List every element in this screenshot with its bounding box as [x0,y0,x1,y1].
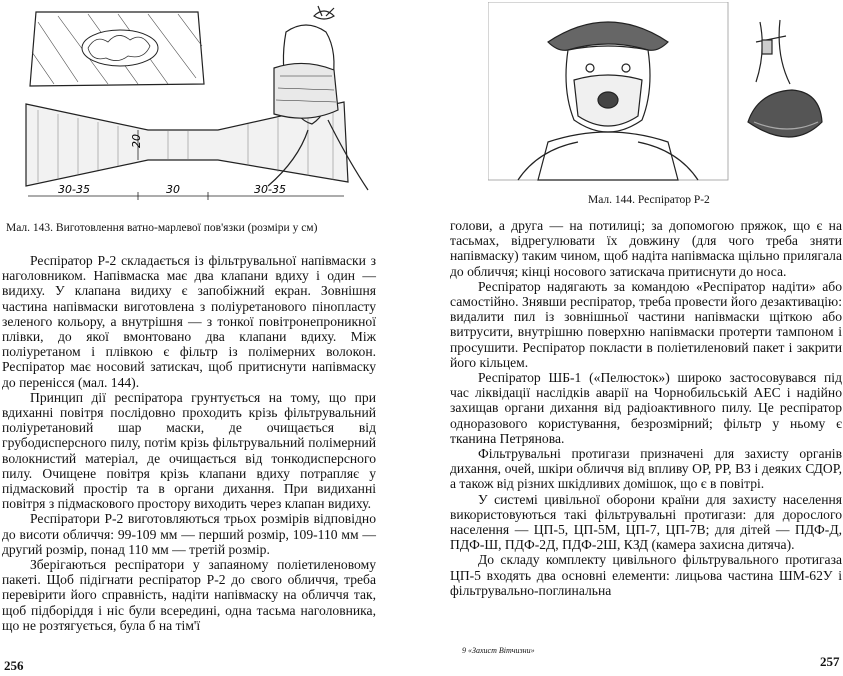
right-text-body [450,218,842,598]
paragraph: Респіратор Р-2 складається із фільтрувальної напівмаски з наголовником. Напівмаска має два клапани вдиху і один — видиху. У клапана видиху є запобіжний екран. Зовнішня частина напівмаски виготовлена з поліуретанового пінопласту зеленого кольору, а внутрішня — з тонкої повітронепроникної плівки, до якої вмонтовано два клапани вдиху. Між поліуретаном і плівкою є фільтр із полімерних волокон. Респіратор має носовий затискач, щоб притиснути напівмаску до перенісся (мал. 144). [2,253,376,390]
figure-144-caption: Мал. 144. Респіратор Р-2 [588,194,710,206]
page-number-left: 256 [4,658,24,673]
left-text-body [2,253,376,633]
figure-144-illustration [488,2,838,182]
figure-143-illustration [18,2,380,210]
footnote: 9 «Захист Вітчизни» [462,646,535,655]
paragraph: Принцип дії респіратора грунтується на тому, що при вдиханні повітря послідовно проходить крізь фільтрувальний поліуретановий шар маски, де очищається від грубодисперсного пилу, потім крізь фільтрувальний полімерний волокнистий матеріал, де очищається від тонкодисперсного пилу. Очищене повітря крізь клапани вдиху потрапляє у підмасковий простір та в органи дихання. При видиханні повітря з підмаскового простору виходить через клапан видиху. [2,389,376,512]
figure-144 [488,2,838,182]
side-dimension: 20 [130,134,143,148]
respirator-r2-drawing [748,20,822,137]
figure-143 [18,2,380,210]
paragraph: У системі цивільної оборони країни для захисту населення використовуються такі фільтрувальні протигази: для дорослого населення — ЦП-5, ЦП-5М, ЦП-7, ЦП-7В; для дітей — ПДФ-Д, ПДФ-Ш, ПДФ-2Д, ПДФ-2Ш, КЗД (камера захисна дитяча). [450,491,842,553]
paragraph: Респіратор надягають за командою «Респіратор надіти» або самостійно. Знявши респіратор, треба провести його дезактивацію: видалити пил із зовнішньої частини напівмаски щіткою або витрусити, внутрішню поверхню напівмаски протерти тампоном і просушити. Респіратор покласти в поліетиленовий пакет і закрити його кільцем. [450,278,842,370]
paragraph: Респіратори Р-2 виготовляються трьох розмірів відповідно до висоти обличчя: 99-109 мм — перший розмір, 109-110 мм — другий розмір, понад 110 мм — третій розмір. [2,511,376,557]
paragraph: голови, а друга — на потилиці; за допомогою пряжок, що є на тасьмах, відрегулювати їх довжину (для чого треба зняти напівмаску) таким чином, щоб надіта напівмаска щільно прилягала до обличчя; кінці носового затискача притиснути до носа. [450,218,842,279]
person-with-respirator-drawing [518,22,698,180]
dimension-middle: 30 [166,183,180,196]
dimension-right: 30-35 [254,183,286,196]
paragraph: Респіратор ШБ-1 («Пелюсток») широко застосовувався під час ліквідації наслідків аварії на Чорнобильській АЕС і надійно захищав органи дихання від радіоактивного пилу. Це респіратор одноразового користування, безрозмірний; фільтр у ньому є тканина Петрянова. [450,370,842,446]
cotton-wad-drawing [30,12,204,86]
paragraph: Фільтрувальні протигази призначені для захисту органів дихання, очей, шкіри обличчя від впливу ОР, РР, ВЗ і деяких СДОР, а також від різних шкідливих домішок, що є в повітрі. [450,446,842,492]
dimension-left: 30-35 [58,183,90,196]
paragraph: Зберігаються респіратори у запаяному поліетиленовому пакеті. Щоб підігнати респіратор Р-2 до свого обличчя, треба перевірити його справність, надіти напівмаску на обличчя так, щоб підборіддя і ніс були всередині, одна тасьма наголовника, що не розтягується, була б на тім'ї [2,557,376,633]
page-number-right: 257 [820,654,840,669]
figure-143-caption: Мал. 143. Виготовлення ватно-марлевої пов'язки (розміри у см) [6,222,318,234]
paragraph: До складу комплекту цивільного фільтрувального протигаза ЦП-5 входять два основні елементи: лицьова частина ШМ-62У і фільтрувально-поглинальна [450,552,842,598]
